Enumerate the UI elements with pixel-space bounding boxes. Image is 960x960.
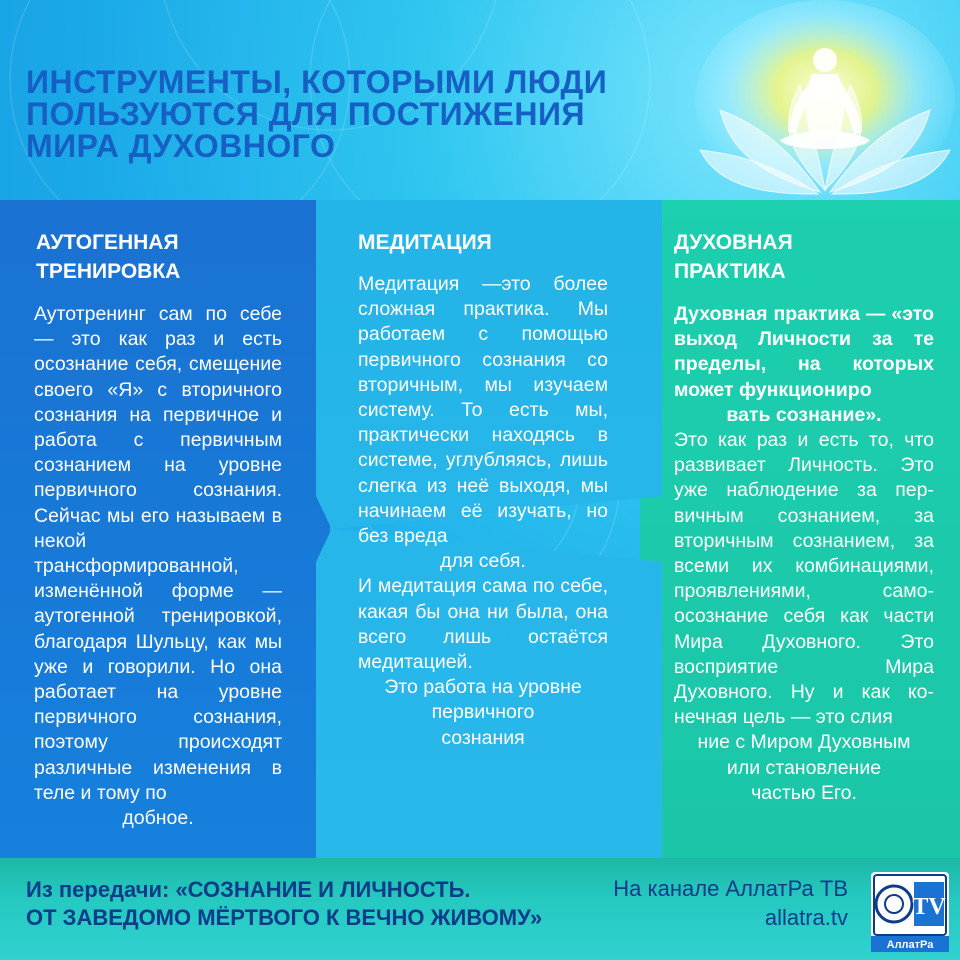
spiritual-paragraph-2: ние с Миром Духовным — [697, 731, 911, 754]
spiritual-paragraph-4: частью Его. — [751, 781, 857, 804]
meditation-paragraph: Медитация —это более сложная практика. Мы работаем с помощью первичного сознания со вторичным, мы изучаем систему. То есть мы, практически находясь в системе, углубляясь, лишь слегка из неё выходя, мы начинаем её изучать, но без вреда — [358, 273, 608, 548]
autogenic-paragraph: Аутотренинг сам по себе — это как раз и есть осознание себя, смещение своего «Я» с вторичного сознания на первичное и работа с первичным сознанием на уровне первичного сознания. Сейчас мы его называем в некой трансформированной, изменённой форме — аутогенной тренировкой, благодаря Шульцу, как мы уже и говорили. Но она работает на уровне первичного сознания, поэтому происходят различные изменения в теле и тому по — [34, 303, 282, 804]
meditation-text — [358, 272, 608, 751]
source-caption — [26, 876, 542, 932]
site-link[interactable]: allatra.tv — [764, 905, 848, 930]
meditation-heading: МЕДИТАЦИЯ — [358, 231, 492, 254]
header — [0, 0, 960, 200]
autogenic-paragraph-end: добное. — [122, 807, 194, 830]
meditation-paragraph-2: И медитация сама по себе, какая бы она ни была, она всего лишь остаётся медитацией. — [358, 575, 608, 674]
meditating-figure-lotus-icon — [690, 0, 960, 200]
footer — [0, 858, 960, 960]
channel-info — [613, 874, 848, 932]
autogenic-heading: АУТОГЕННАЯ ТРЕНИРОВКА — [36, 231, 181, 283]
channel-name: На канале АллатРа ТВ — [613, 876, 848, 901]
allatra-tv-logo-icon — [870, 870, 950, 952]
autogenic-text — [34, 302, 282, 831]
meditation-paragraph-4: первичного — [431, 701, 535, 724]
spiritual-quote-end: вать сознание». — [726, 403, 882, 426]
source-line-2: ОТ ЗАВЕДОМО МЁРТВОГО К ВЕЧНО ЖИВОМУ» — [26, 905, 543, 930]
columns — [0, 200, 960, 858]
spiritual-text — [674, 302, 934, 806]
meditation-paragraph-5: сознания — [441, 726, 525, 749]
spiritual-paragraph: Это как раз и есть то, что развивает Личность. Это уже наблюдение за первичным сознанием, за вторичным сознанием, за всеми их комбинациями, проявлениями, самоосознание себя как части Мира Духовного. Это восприятие Мира Духовного. Ну и как конечная цель — это слия — [674, 429, 934, 729]
logo-name-text: АллатРа — [886, 939, 934, 951]
meditation-paragraph-3: Это работа на уровне — [384, 676, 582, 699]
spiritual-heading: ДУХОВНАЯ ПРАКТИКА — [674, 231, 793, 283]
spiritual-quote: Духовная практика — «это выход Личности за те пределы, на которых может функциониро — [674, 303, 934, 401]
spiritual-paragraph-3: или становление — [726, 756, 882, 779]
meditation-paragraph-end: для себя. — [440, 550, 526, 573]
logo-tv-text: TV — [912, 894, 946, 920]
page-title: ИНСТРУМЕНТЫ, КОТОРЫМИ ЛЮДИ ПОЛЬЗУЮТСЯ ДЛЯ ПОСТИЖЕНИЯ МИРА ДУХОВНОГО — [26, 64, 608, 164]
source-line-1: Из передачи: «СОЗНАНИЕ И ЛИЧНОСТЬ. — [26, 877, 471, 902]
